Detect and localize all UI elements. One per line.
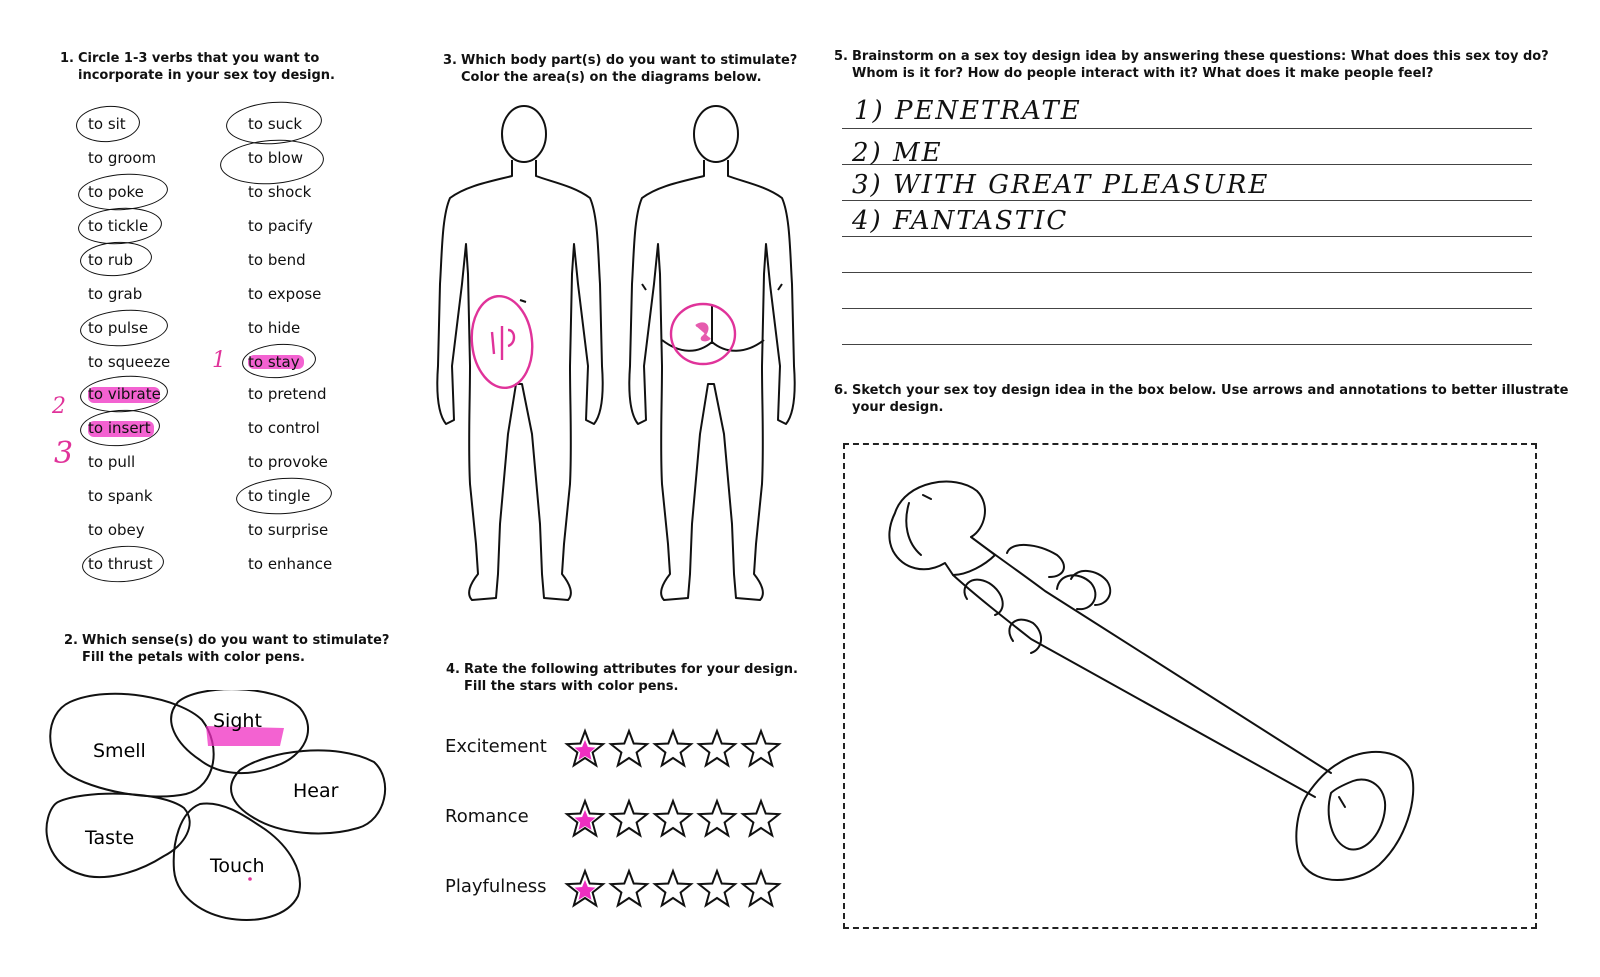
petal-label-taste: Taste xyxy=(85,827,135,849)
answer-line xyxy=(842,272,1532,273)
verb-col1-item[interactable]: to pull xyxy=(88,453,136,471)
verb-col1-item[interactable]: to grab xyxy=(88,285,143,303)
answer-line xyxy=(842,128,1532,129)
back-head xyxy=(694,106,738,162)
verb-col1-item[interactable]: to poke xyxy=(88,183,144,201)
body-back xyxy=(629,106,794,600)
body-front-mark xyxy=(467,293,536,391)
sketch-ridge-2 xyxy=(964,580,1002,615)
rank-mark-2: 2 xyxy=(52,394,66,419)
pen-dot xyxy=(248,877,252,881)
back-spine xyxy=(642,284,782,344)
q1-prompt xyxy=(60,50,335,84)
rating-star[interactable] xyxy=(655,731,691,765)
sketch-box[interactable] xyxy=(843,443,1537,929)
sketch-head xyxy=(889,482,995,575)
rank-mark-1: 1 xyxy=(212,348,226,373)
rating-star[interactable] xyxy=(611,731,647,765)
rating-label: Romance xyxy=(445,806,529,827)
answer-line xyxy=(842,200,1532,201)
verb-col2-item[interactable]: to suck xyxy=(248,115,303,133)
verb-col2-item[interactable]: to pacify xyxy=(248,217,313,235)
rating-star[interactable] xyxy=(611,871,647,905)
answer-3[interactable]: 3) WITH GREAT PLEASURE xyxy=(852,170,1270,200)
rank-mark-3: 3 xyxy=(54,436,74,471)
q2-number: 2. xyxy=(64,633,78,648)
q1-line2: incorporate in your sex toy design. xyxy=(78,68,335,83)
answer-4[interactable]: 4) FANTASTIC xyxy=(852,206,1069,236)
answer-line xyxy=(842,236,1532,237)
q5-line1: Brainstorm on a sex toy design idea by answering these questions: What does this sex toy do? xyxy=(852,49,1549,64)
verb-col1-item[interactable]: to spank xyxy=(88,487,153,505)
body-front xyxy=(437,106,602,600)
sketch-ridge-3 xyxy=(1057,575,1095,609)
sketch-ridge-1 xyxy=(1007,545,1064,577)
back-body-outline xyxy=(629,160,794,600)
petal-label-sight: Sight xyxy=(213,710,262,732)
rating-label: Playfulness xyxy=(445,876,547,897)
answer-line xyxy=(842,344,1532,345)
q2-line2: Fill the petals with color pens. xyxy=(82,650,305,665)
q2-line1: Which sense(s) do you want to stimulate? xyxy=(82,633,390,648)
rating-star[interactable] xyxy=(655,801,691,835)
answer-line xyxy=(842,308,1532,309)
body-back-mark xyxy=(671,304,735,364)
q3-line1: Which body part(s) do you want to stimulate? xyxy=(461,53,798,68)
q5-line2: Whom is it for? How do people interact with it? What does it make people feel? xyxy=(852,66,1434,81)
verb-col2-item[interactable]: to shock xyxy=(248,183,312,201)
q5-number: 5. xyxy=(834,49,848,64)
verb-col2-item[interactable]: to control xyxy=(248,419,320,437)
verb-col1-item[interactable]: to obey xyxy=(88,521,145,539)
star-group xyxy=(563,868,783,910)
rating-star[interactable] xyxy=(743,801,779,835)
rating-star[interactable] xyxy=(743,731,779,765)
q6-number: 6. xyxy=(834,383,848,398)
verb-col1-item[interactable]: to vibrate xyxy=(88,385,161,403)
rating-star[interactable] xyxy=(655,871,691,905)
verb-col1-item[interactable]: to rub xyxy=(88,251,134,269)
verb-col2-item[interactable]: to blow xyxy=(248,149,303,167)
q4-prompt xyxy=(446,661,798,695)
q6-line1: Sketch your sex toy design idea in the box below. Use arrows and annotations to better illustrate xyxy=(852,383,1569,398)
verb-col2-item[interactable]: to stay xyxy=(248,353,300,371)
q1-line1: Circle 1-3 verbs that you want to xyxy=(78,51,320,66)
answer-line xyxy=(842,164,1532,165)
verb-col1-item[interactable]: to sit xyxy=(88,115,126,133)
q6-prompt xyxy=(834,382,1568,416)
verb-col1-item[interactable]: to pulse xyxy=(88,319,149,337)
sketch-head-detail xyxy=(906,495,931,555)
star-group xyxy=(563,798,783,840)
verb-col2-item[interactable]: to surprise xyxy=(248,521,329,539)
verb-col2-item[interactable]: to enhance xyxy=(248,555,333,573)
q2-prompt xyxy=(64,632,389,666)
senses-flower xyxy=(40,690,440,960)
answer-2[interactable]: 2) ME xyxy=(852,138,943,168)
verb-col1-item[interactable]: to thrust xyxy=(88,555,153,573)
verb-col1-item[interactable]: to insert xyxy=(88,419,151,437)
verb-col2-item[interactable]: to hide xyxy=(248,319,301,337)
q5-prompt xyxy=(834,48,1549,82)
q3-line2: Color the area(s) on the diagrams below. xyxy=(461,70,762,85)
front-navel xyxy=(520,300,526,302)
petal-label-hear: Hear xyxy=(293,780,339,802)
q1-number: 1. xyxy=(60,51,74,66)
verb-col2-item[interactable]: to provoke xyxy=(248,453,328,471)
verb-col1-item[interactable]: to squeeze xyxy=(88,353,171,371)
rating-star[interactable] xyxy=(611,801,647,835)
answer-1[interactable]: 1) PENETRATE xyxy=(854,96,1082,126)
verb-col2-item[interactable]: to pretend xyxy=(248,385,327,403)
verb-col1-item[interactable]: to groom xyxy=(88,149,157,167)
rating-star[interactable] xyxy=(699,801,735,835)
q4-line2: Fill the stars with color pens. xyxy=(464,679,679,694)
sketch-base-inner xyxy=(1329,779,1385,849)
verb-col2-item[interactable]: to bend xyxy=(248,251,306,269)
verb-col2-item[interactable]: to expose xyxy=(248,285,322,303)
toy-sketch xyxy=(845,445,1535,927)
q3-number: 3. xyxy=(443,53,457,68)
rating-star[interactable] xyxy=(699,731,735,765)
q3-prompt xyxy=(443,52,797,86)
star-group xyxy=(563,728,783,770)
petal-label-touch: Touch xyxy=(210,855,265,877)
rating-star[interactable] xyxy=(699,871,735,905)
petal-label-smell: Smell xyxy=(93,740,146,762)
q6-line2: your design. xyxy=(852,400,944,415)
sketch-base-notch xyxy=(1339,797,1345,807)
body-diagrams xyxy=(436,104,796,614)
sketch-base xyxy=(1296,752,1413,880)
q4-number: 4. xyxy=(446,662,460,677)
verb-col1-item[interactable]: to tickle xyxy=(88,217,149,235)
verb-col2-item[interactable]: to tingle xyxy=(248,487,311,505)
q4-line1: Rate the following attributes for your design. xyxy=(464,662,798,677)
rating-star[interactable] xyxy=(743,871,779,905)
rating-label: Excitement xyxy=(445,736,547,757)
sketch-shaft xyxy=(953,537,1331,797)
front-head xyxy=(502,106,546,162)
